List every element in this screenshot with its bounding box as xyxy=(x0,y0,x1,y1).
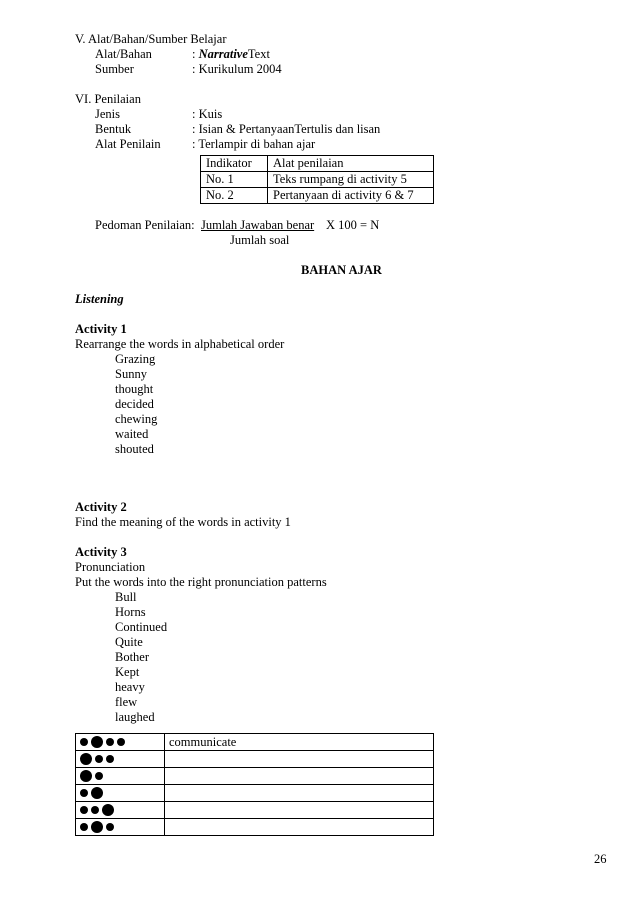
pattern-word-cell xyxy=(165,819,434,836)
pedoman-numerator: Jumlah Jawaban benar xyxy=(201,218,315,232)
page-number: 26 xyxy=(594,852,607,866)
section-6-title: VI. Penilaian xyxy=(75,92,141,106)
list-item: chewing xyxy=(115,412,158,426)
sumber-label: Sumber xyxy=(95,62,134,76)
stress-dots xyxy=(80,768,160,784)
list-item: Bother xyxy=(115,650,150,664)
pedoman-denominator: Jumlah soal xyxy=(230,233,290,247)
sumber-value: : Kurikulum 2004 xyxy=(192,62,282,76)
table-header-cell: Indikator xyxy=(201,156,268,172)
small-dot-icon xyxy=(95,772,103,780)
table-row xyxy=(201,156,434,172)
alat-bahan-label: Alat/Bahan xyxy=(95,47,152,61)
small-dot-icon xyxy=(80,789,88,797)
table-header-cell: Alat penilaian xyxy=(268,156,434,172)
list-item: Continued xyxy=(115,620,168,634)
table-row xyxy=(76,734,434,751)
listening-heading: Listening xyxy=(75,292,124,306)
list-item: Kept xyxy=(115,665,140,679)
stress-dots xyxy=(80,751,160,767)
list-item: Sunny xyxy=(115,367,147,381)
bahan-ajar-title: BAHAN AJAR xyxy=(301,263,382,277)
small-dot-icon xyxy=(106,755,114,763)
pattern-word-cell xyxy=(165,768,434,785)
stress-pattern-cell xyxy=(76,768,165,785)
stress-dots xyxy=(80,819,160,835)
list-item: Bull xyxy=(115,590,137,604)
small-dot-icon xyxy=(80,738,88,746)
small-dot-icon xyxy=(106,738,114,746)
table-cell: No. 2 xyxy=(201,188,268,204)
list-item: decided xyxy=(115,397,154,411)
list-item: Quite xyxy=(115,635,143,649)
table-row xyxy=(76,785,434,802)
table-row xyxy=(76,751,434,768)
table-cell: Pertanyaan di activity 6 & 7 xyxy=(268,188,434,204)
alat-bahan-value: : NarrativeText xyxy=(192,47,270,61)
activity-3-instruction: Put the words into the right pronunciation patterns xyxy=(75,575,327,589)
large-dot-icon xyxy=(80,770,92,782)
small-dot-icon xyxy=(80,806,88,814)
pedoman-label: Pedoman Penilaian: xyxy=(95,218,195,232)
stress-pattern-cell xyxy=(76,734,165,751)
pedoman-multiplier: X 100 = N xyxy=(326,218,380,232)
pattern-word-cell xyxy=(165,802,434,819)
small-dot-icon xyxy=(80,823,88,831)
list-item: thought xyxy=(115,382,154,396)
table-row xyxy=(76,768,434,785)
small-dot-icon xyxy=(106,823,114,831)
stress-pattern-cell xyxy=(76,785,165,802)
small-dot-icon xyxy=(95,755,103,763)
large-dot-icon xyxy=(91,821,103,833)
large-dot-icon xyxy=(80,753,92,765)
list-item: waited xyxy=(115,427,149,441)
stress-dots xyxy=(80,802,160,818)
stress-pattern-cell xyxy=(76,751,165,768)
list-item: Grazing xyxy=(115,352,156,366)
activity-1-title: Activity 1 xyxy=(75,322,127,336)
large-dot-icon xyxy=(91,787,103,799)
jenis-value: : Kuis xyxy=(192,107,223,121)
indicator-table xyxy=(200,155,434,204)
activity-2-title: Activity 2 xyxy=(75,500,127,514)
large-dot-icon xyxy=(102,804,114,816)
table-cell: Teks rumpang di activity 5 xyxy=(268,172,434,188)
list-item: laughed xyxy=(115,710,155,724)
list-item: flew xyxy=(115,695,138,709)
table-cell: No. 1 xyxy=(201,172,268,188)
bentuk-label: Bentuk xyxy=(95,122,132,136)
activity-1-instruction: Rearrange the words in alphabetical order xyxy=(75,337,285,351)
table-row xyxy=(201,188,434,204)
table-row xyxy=(201,172,434,188)
stress-dots xyxy=(80,785,160,801)
large-dot-icon xyxy=(91,736,103,748)
list-item: shouted xyxy=(115,442,154,456)
small-dot-icon xyxy=(91,806,99,814)
stress-dots xyxy=(80,734,160,750)
pattern-word-cell xyxy=(165,751,434,768)
small-dot-icon xyxy=(117,738,125,746)
alat-penilain-label: Alat Penilain xyxy=(95,137,161,151)
stress-pattern-cell xyxy=(76,802,165,819)
bentuk-value: : Isian & PertanyaanTertulis dan lisan xyxy=(192,122,381,136)
activity-3-subtitle: Pronunciation xyxy=(75,560,146,574)
alat-penilain-value: : Terlampir di bahan ajar xyxy=(192,137,316,151)
activity-3-title: Activity 3 xyxy=(75,545,127,559)
list-item: Horns xyxy=(115,605,146,619)
activity-2-instruction: Find the meaning of the words in activity 1 xyxy=(75,515,291,529)
pronunciation-pattern-table xyxy=(75,733,434,836)
jenis-label: Jenis xyxy=(95,107,120,121)
table-row xyxy=(76,802,434,819)
pattern-word-cell xyxy=(165,785,434,802)
stress-pattern-cell xyxy=(76,819,165,836)
table-row xyxy=(76,819,434,836)
list-item: heavy xyxy=(115,680,145,694)
pattern-word-cell: communicate xyxy=(165,734,434,751)
section-5-title: V. Alat/Bahan/Sumber Belajar xyxy=(75,32,227,46)
